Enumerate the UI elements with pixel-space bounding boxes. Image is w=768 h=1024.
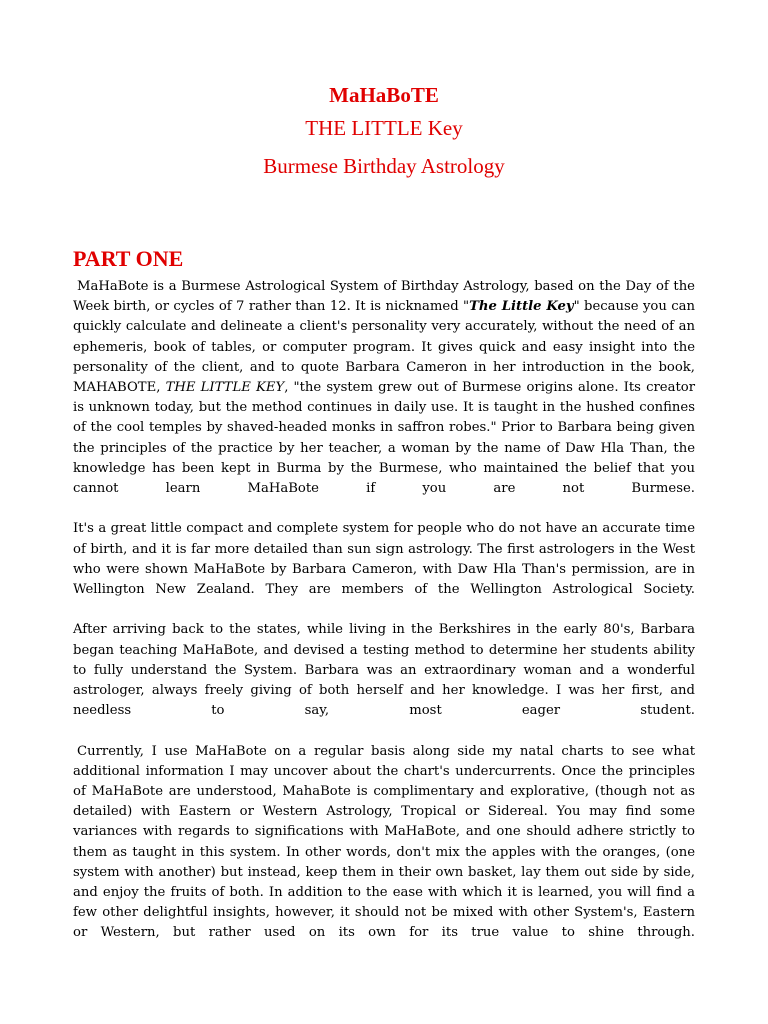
paragraph-1-text-e: , "the system grew out of Burmese origins alone. Its creator is unknown today, but the method continues in daily use. It is taught in the hushed confines of the cool temples by shaved-headed monks in saffron robes." Prior to Barbara being given the principles of the practice by her teacher, a woman by the name of Daw Hla Than, the knowledge has been kept in Burma by the Burmese, who maintained the belief that you cannot learn MaHaBote if you are not Burmese. (73, 380, 695, 497)
title-block (0, 80, 768, 181)
document-title: MaHaBoTE (329, 83, 439, 107)
paragraph-2: It's a great little compact and complete system for people who do not have an accurate time of birth, and it is far more detailed than sun sign astrology. The first astrologers in the West who were shown MaHaBote by Barbara Cameron, with Daw Hla Than's permission, are in Wellington New Zealand. They are members of the Wellington Astrological Society. (73, 521, 695, 598)
paragraph-1-book-title: THE LITTLE KEY (165, 380, 285, 396)
paragraph-3: After arriving back to the states, while living in the Berkshires in the early 80's, Barbara began teaching MaHaBote, and devised a testing method to determine her students ability to fully understand the System. Barbara was an extraordinary woman and a wonderful astrologer, always freely giving of both herself and her knowledge. I was her first, and needless to say, most eager student. (73, 622, 695, 719)
paragraph-1 (73, 277, 695, 499)
document-body (73, 277, 695, 964)
document-subtitle: THE LITTLE Key (305, 116, 463, 140)
paragraph-1-text-a: MaHaBote is a Burmese Astrological System of Birthday Astrology, based on the Day of the Week birth, or cycles of 7 rather than 12. It is nicknamed " (73, 279, 695, 315)
document-subtitle-2: Burmese Birthday Astrology (263, 154, 505, 178)
paragraph-4: Currently, I use MaHaBote on a regular basis along side my natal charts to see what additional information I may uncover about the chart's undercurrents. Once the principles of MaHaBote are understood, MahaBote is complimentary and explorative, (though not as detailed) with Eastern or Western Astrology, Tropical or Sidereal. You may find some variances with regards to significations with MaHaBote, and one should adhere strictly to them as taught in this system. In other words, don't mix the apples with the oranges, (one system with another) but instead, keep them in their own basket, lay them out side by side, and enjoy the fruits of both. In addition to the ease with which it is learned, you will find a few other delightful insights, however, it should not be mixed with other System's, Eastern or Western, but rather used on its own for its true value to shine through. (73, 743, 695, 941)
part-heading: PART ONE (73, 246, 184, 271)
paragraph-1-emphasis: The Little Key (469, 299, 574, 315)
paragraph-1-text-c: " because you can quickly calculate and delineate a client's personality very accurately, without the need of an ephemeris, book of tables, or computer program. It gives quick and easy insight into the personality of the client, and to quote Barbara Cameron in her introduction in the book, MAHABOTE, (73, 299, 695, 396)
